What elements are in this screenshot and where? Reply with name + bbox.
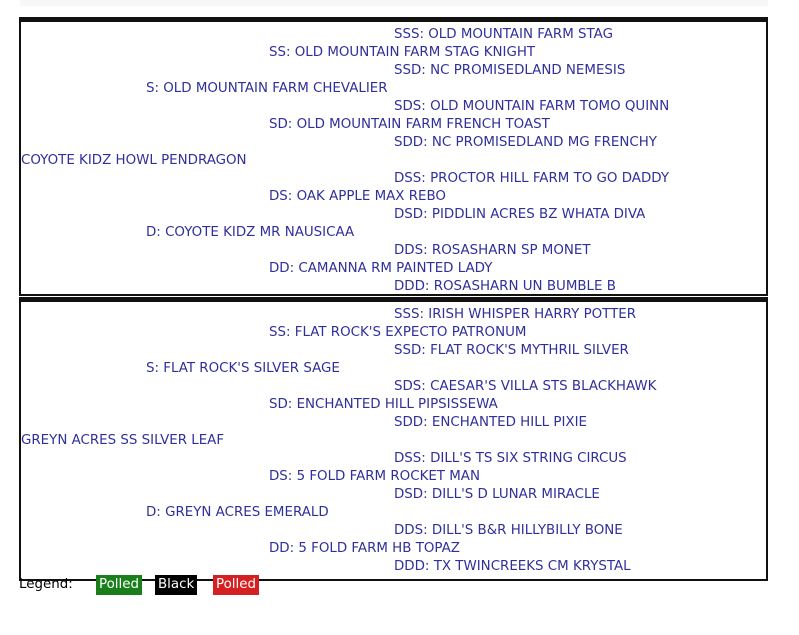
pedigree-entry-dsd: DSD: DILL'S D LUNAR MIRACLE (394, 487, 600, 502)
pedigree-entry-dss: DSS: DILL'S TS SIX STRING CIRCUS (394, 451, 627, 466)
pedigree-entry-sss: SSS: IRISH WHISPER HARRY POTTER (394, 307, 637, 322)
top-divider (20, 0, 768, 6)
pedigree-entry-s: S: OLD MOUNTAIN FARM CHEVALIER (146, 81, 388, 96)
pedigree-entry-sds: SDS: OLD MOUNTAIN FARM TOMO QUINN (394, 99, 670, 114)
pedigree-animal-name: GREYN ACRES SS SILVER LEAF (21, 433, 225, 448)
pedigree-entry-dsd: DSD: PIDDLIN ACRES BZ WHATA DIVA (394, 207, 646, 222)
pedigree-entry-sss: SSS: OLD MOUNTAIN FARM STAG (394, 27, 613, 42)
pedigree-entry-ss: SS: OLD MOUNTAIN FARM STAG KNIGHT (269, 45, 536, 60)
pedigree-entry-s: S: FLAT ROCK'S SILVER SAGE (146, 361, 340, 376)
pedigree-entry-d: D: GREYN ACRES EMERALD (146, 505, 329, 520)
pedigree-box-1 (19, 17, 768, 296)
pedigree-entry-sdd: SDD: ENCHANTED HILL PIXIE (394, 415, 587, 430)
legend-black-swatch: Black (155, 575, 197, 595)
pedigree-entry-sd: SD: ENCHANTED HILL PIPSISSEWA (269, 397, 498, 412)
pedigree-entry-ddd: DDD: ROSASHARN UN BUMBLE B (394, 279, 616, 294)
pedigree-box-2 (19, 297, 768, 581)
pedigree-entry-ssd: SSD: FLAT ROCK'S MYTHRIL SILVER (394, 343, 629, 358)
pedigree-entry-dd: DD: 5 FOLD FARM HB TOPAZ (269, 541, 460, 556)
pedigree-entry-dd: DD: CAMANNA RM PAINTED LADY (269, 261, 493, 276)
pedigree-entry-sds: SDS: CAESAR'S VILLA STS BLACKHAWK (394, 379, 657, 394)
pedigree-entry-dss: DSS: PROCTOR HILL FARM TO GO DADDY (394, 171, 670, 186)
pedigree-animal-name: COYOTE KIDZ HOWL PENDRAGON (21, 153, 247, 168)
pedigree-entry-ds: DS: OAK APPLE MAX REBO (269, 189, 446, 204)
pedigree-entry-sd: SD: OLD MOUNTAIN FARM FRENCH TOAST (269, 117, 550, 132)
pedigree-entry-ssd: SSD: NC PROMISEDLAND NEMESIS (394, 63, 626, 78)
pedigree-entry-dds: DDS: ROSASHARN SP MONET (394, 243, 591, 258)
pedigree-entry-dds: DDS: DILL'S B&R HILLYBILLY BONE (394, 523, 623, 538)
pedigree-entry-d: D: COYOTE KIDZ MR NAUSICAA (146, 225, 355, 240)
pedigree-entry-ss: SS: FLAT ROCK'S EXPECTO PATRONUM (269, 325, 527, 340)
pedigree-entry-sdd: SDD: NC PROMISEDLAND MG FRENCHY (394, 135, 657, 150)
legend-label: Legend: (19, 577, 73, 592)
legend-polled-and-black-swatch: Polled and Black (213, 575, 259, 595)
legend-polled-swatch: Polled (96, 575, 142, 595)
pedigree-entry-ds: DS: 5 FOLD FARM ROCKET MAN (269, 469, 480, 484)
pedigree-entry-ddd: DDD: TX TWINCREEKS CM KRYSTAL (394, 559, 631, 574)
